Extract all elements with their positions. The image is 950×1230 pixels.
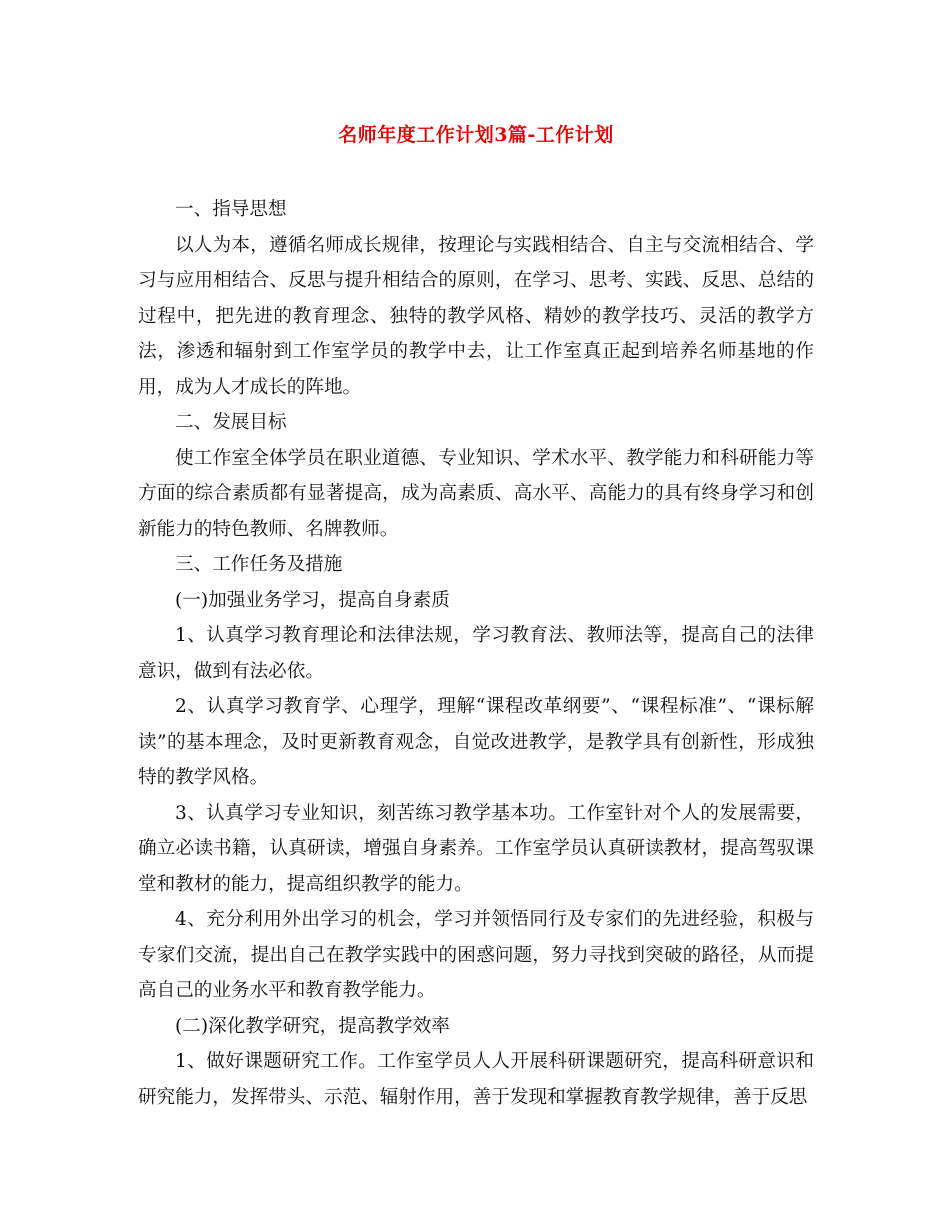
section-heading-tasks-measures: 三、工作任务及措施	[175, 554, 343, 575]
paragraph-guiding-ideology: 以人为本，遵循名师成长规律，按理论与实践相结合、自主与交流相结合、学习与应用相结合、反思与提升相结合的原则，在学习、思考、实践、反思、总结的过程中，把先进的教育理念、独特的教学风格、精妙的教学技巧、灵活的教学方法，渗透和辐射到工作室学员的教学中去，让工作室真正起到培养名师基地的作用，成为人才成长的阵地。	[138, 234, 814, 398]
list-item-1: 1、认真学习教育理论和法律法规，学习教育法、教师法等，提高自己的法律意识，做到有法必依。	[138, 625, 814, 682]
document-body	[138, 192, 814, 1115]
list-item-5: 1、做好课题研究工作。工作室学员人人开展科研课题研究，提高科研意识和研究能力，发挥带头、示范、辐射作用，善于发现和掌握教育教学规律，善于反思	[138, 1051, 814, 1108]
paragraph-development-goals: 使工作室全体学员在职业道德、专业知识、学术水平、教学能力和科研能力等方面的综合素质都有显著提高，成为高素质、高水平、高能力的具有终身学习和创新能力的特色教师、名牌教师。	[138, 447, 814, 540]
list-item-3: 3、认真学习专业知识，刻苦练习教学基本功。工作室针对个人的发展需要，确立必读书籍，认真研读，增强自身素养。工作室学员认真研读教材，提高驾驭课堂和教材的能力，提高组织教学的能力。	[138, 802, 814, 895]
document-title: 名师年度工作计划3篇-工作计划	[338, 124, 614, 146]
document-page	[138, 118, 814, 1115]
section-heading-development-goals: 二、发展目标	[175, 412, 287, 433]
subsection-heading-teaching-research: (二)深化教学研究，提高教学效率	[175, 1015, 450, 1037]
list-item-2: 2、认真学习教育学、心理学，理解“课程改革纲要”、“课程标准”、“课标解读”的基本理念，及时更新教育观念，自觉改进教学，是教学具有创新性，形成独特的教学风格。	[138, 696, 814, 788]
section-heading-guiding-ideology: 一、指导思想	[175, 199, 287, 220]
subsection-heading-business-study: (一)加强业务学习，提高自身素质	[175, 589, 450, 611]
list-item-4: 4、充分利用外出学习的机会，学习并领悟同行及专家们的先进经验，积极与专家们交流，提出自己在教学实践中的困惑问题，努力寻找到突破的路径，从而提高自己的业务水平和教育教学能力。	[138, 909, 814, 1001]
